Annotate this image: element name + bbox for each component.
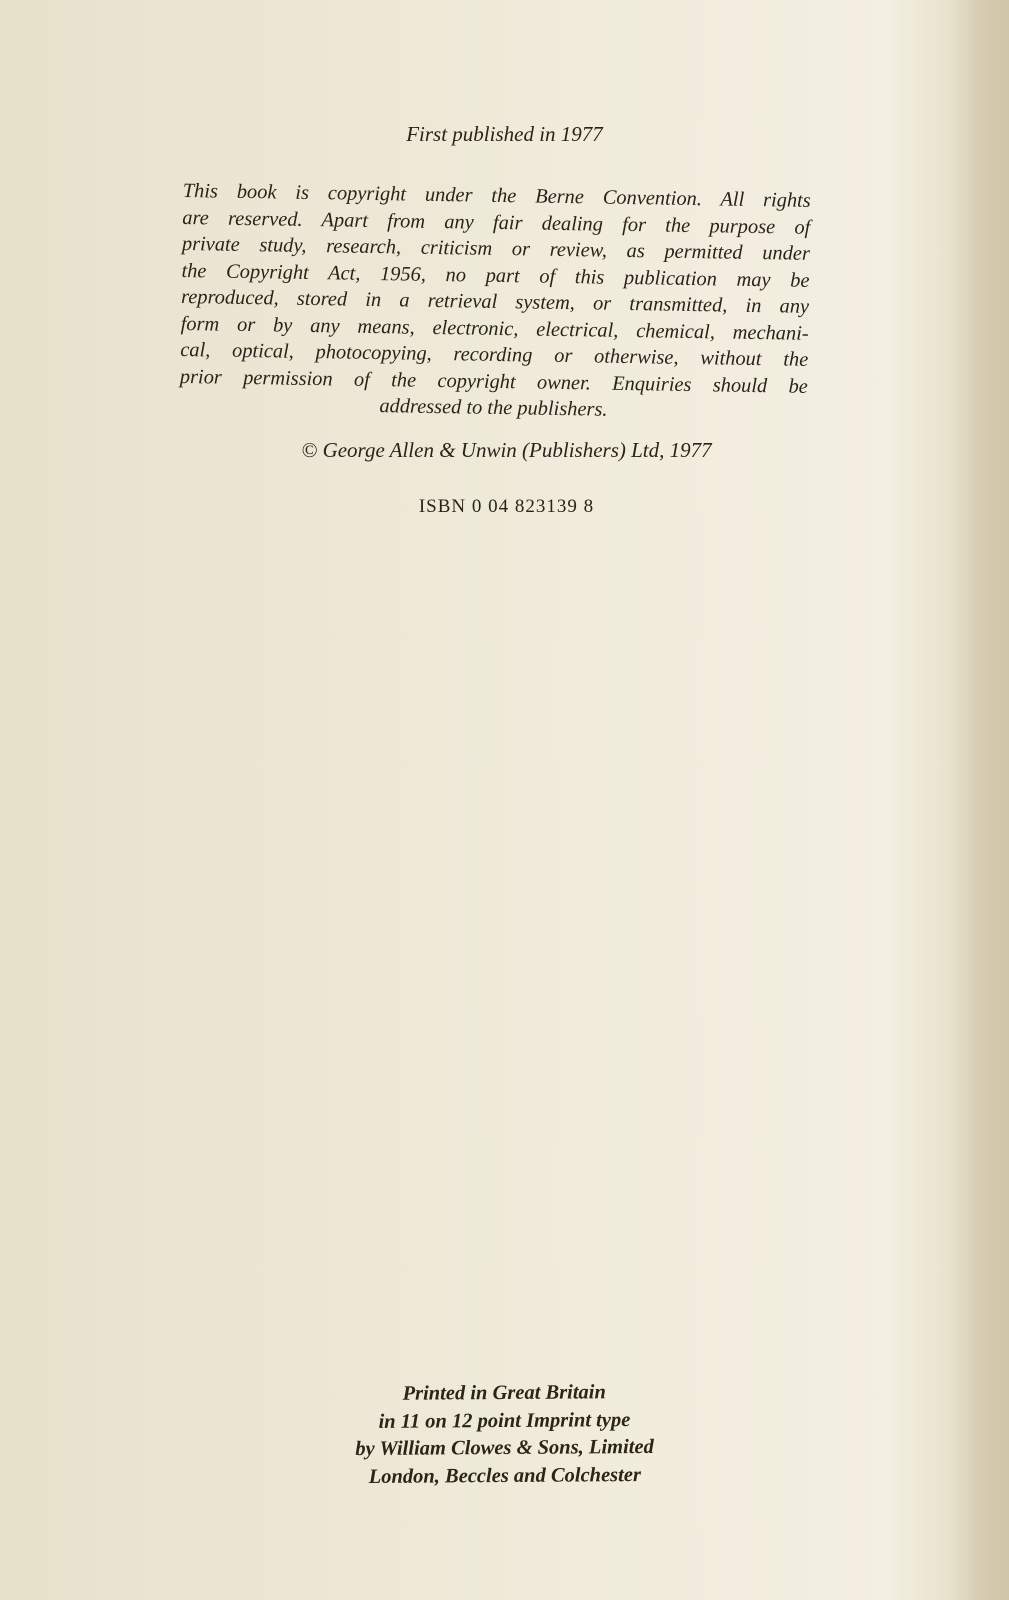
printer-colophon (0, 1376, 1009, 1493)
copyright-notice-line: the Copyright Act, 1956, no part of this publication may be (181, 259, 810, 292)
copyright-notice-line: addressed to the publishers. (379, 395, 608, 421)
copyright-notice-line: private study, research, criticism or review, as permitted under (181, 232, 811, 265)
printer-line: in 11 on 12 point Imprint type (378, 1408, 631, 1433)
show-through-title (120, 395, 156, 542)
copyright-notice-line: cal, optical, photocopying, recording or otherwise, without the (180, 338, 809, 371)
copyright-notice-line: reproduced, stored in a retrieval system, or transmitted, in any (180, 285, 810, 318)
printer-line: by William Clowes & Sons, Limited (355, 1435, 654, 1461)
printer-line: Printed in Great Britain (402, 1381, 606, 1405)
copyright-notice-line: prior permission of the copyright owner. Enquiries should be (179, 365, 808, 398)
show-through-top (60, 0, 83, 52)
copyright-notice-line: This book is copyright under the Berne Convention. All rights (182, 179, 811, 212)
copyright-holder-line: © George Allen & Unwin (Publishers) Ltd, 1977 (301, 438, 712, 462)
copyright-notice (179, 178, 811, 426)
printer-line: London, Beccles and Colchester (368, 1463, 641, 1488)
isbn-line: ISBN 0 04 823139 8 (418, 496, 595, 517)
copyright-notice-line: form or by any means, electronic, electrical, chemical, mechani- (180, 312, 809, 345)
show-through-subtitle (230, 715, 245, 753)
copyright-notice-line: are reserved. Apart from any fair dealing for the purpose of (182, 206, 811, 239)
first-published-line: First published in 1977 (406, 122, 603, 146)
